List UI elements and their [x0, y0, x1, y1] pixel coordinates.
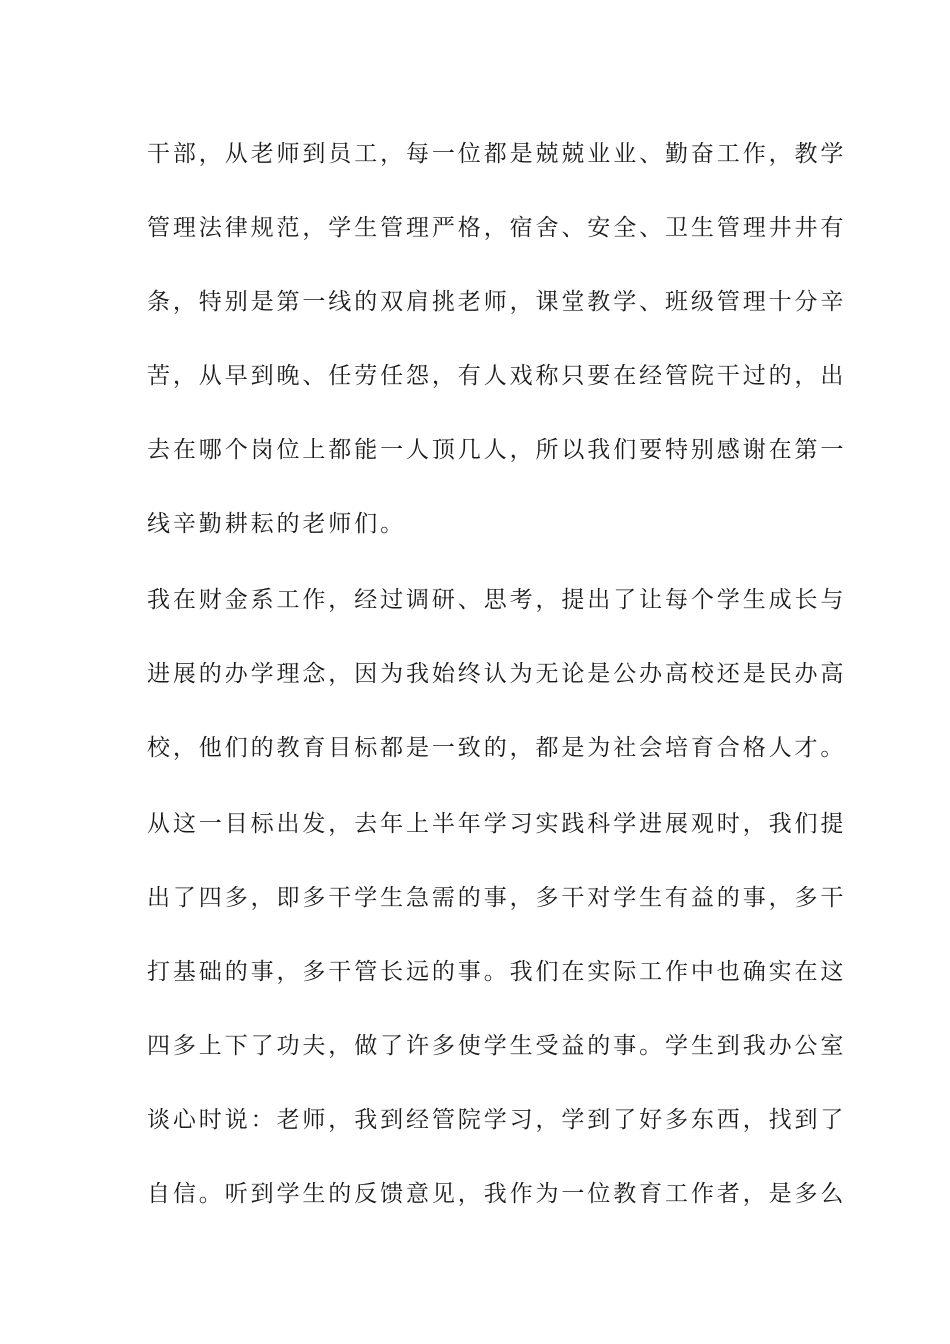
text-line: 线辛勤耕耘的老师们。: [147, 511, 406, 537]
text-line: 进展的办学理念，因为我始终认为无论是公办高校还是民办高: [147, 661, 847, 687]
text-line: 去在哪个岗位上都能一人顶几人，所以我们要特别感谢在第一: [147, 437, 847, 463]
text-line: 苦，从早到晚、任劳任怨，有人戏称只要在经管院干过的，出: [147, 363, 847, 389]
text-line: 我在财金系工作，经过调研、思考，提出了让每个学生成长与: [147, 587, 847, 613]
text-line: 出了四多，即多干学生急需的事，多干对学生有益的事，多干: [147, 885, 847, 911]
text-line: 四多上下了功夫，做了许多使学生受益的事。学生到我办公室: [147, 1033, 847, 1059]
text-line: 从这一目标出发，去年上半年学习实践科学进展观时，我们提: [147, 811, 847, 837]
text-line: 谈心时说：老师，我到经管院学习，学到了好多东西，找到了: [147, 1107, 847, 1133]
text-line: 自信。听到学生的反馈意见，我作为一位教育工作者，是多么: [147, 1181, 847, 1207]
text-line: 干部，从老师到员工，每一位都是兢兢业业、勤奋工作，教学: [147, 141, 847, 167]
text-line: 条，特别是第一线的双肩挑老师，课堂教学、班级管理十分辛: [147, 289, 847, 315]
text-line: 打基础的事，多干管长远的事。我们在实际工作中也确实在这: [147, 959, 847, 985]
text-line: 校，他们的教育目标都是一致的，都是为社会培育合格人才。: [147, 735, 847, 761]
text-line: 管理法律规范，学生管理严格，宿舍、安全、卫生管理井井有: [147, 215, 847, 241]
